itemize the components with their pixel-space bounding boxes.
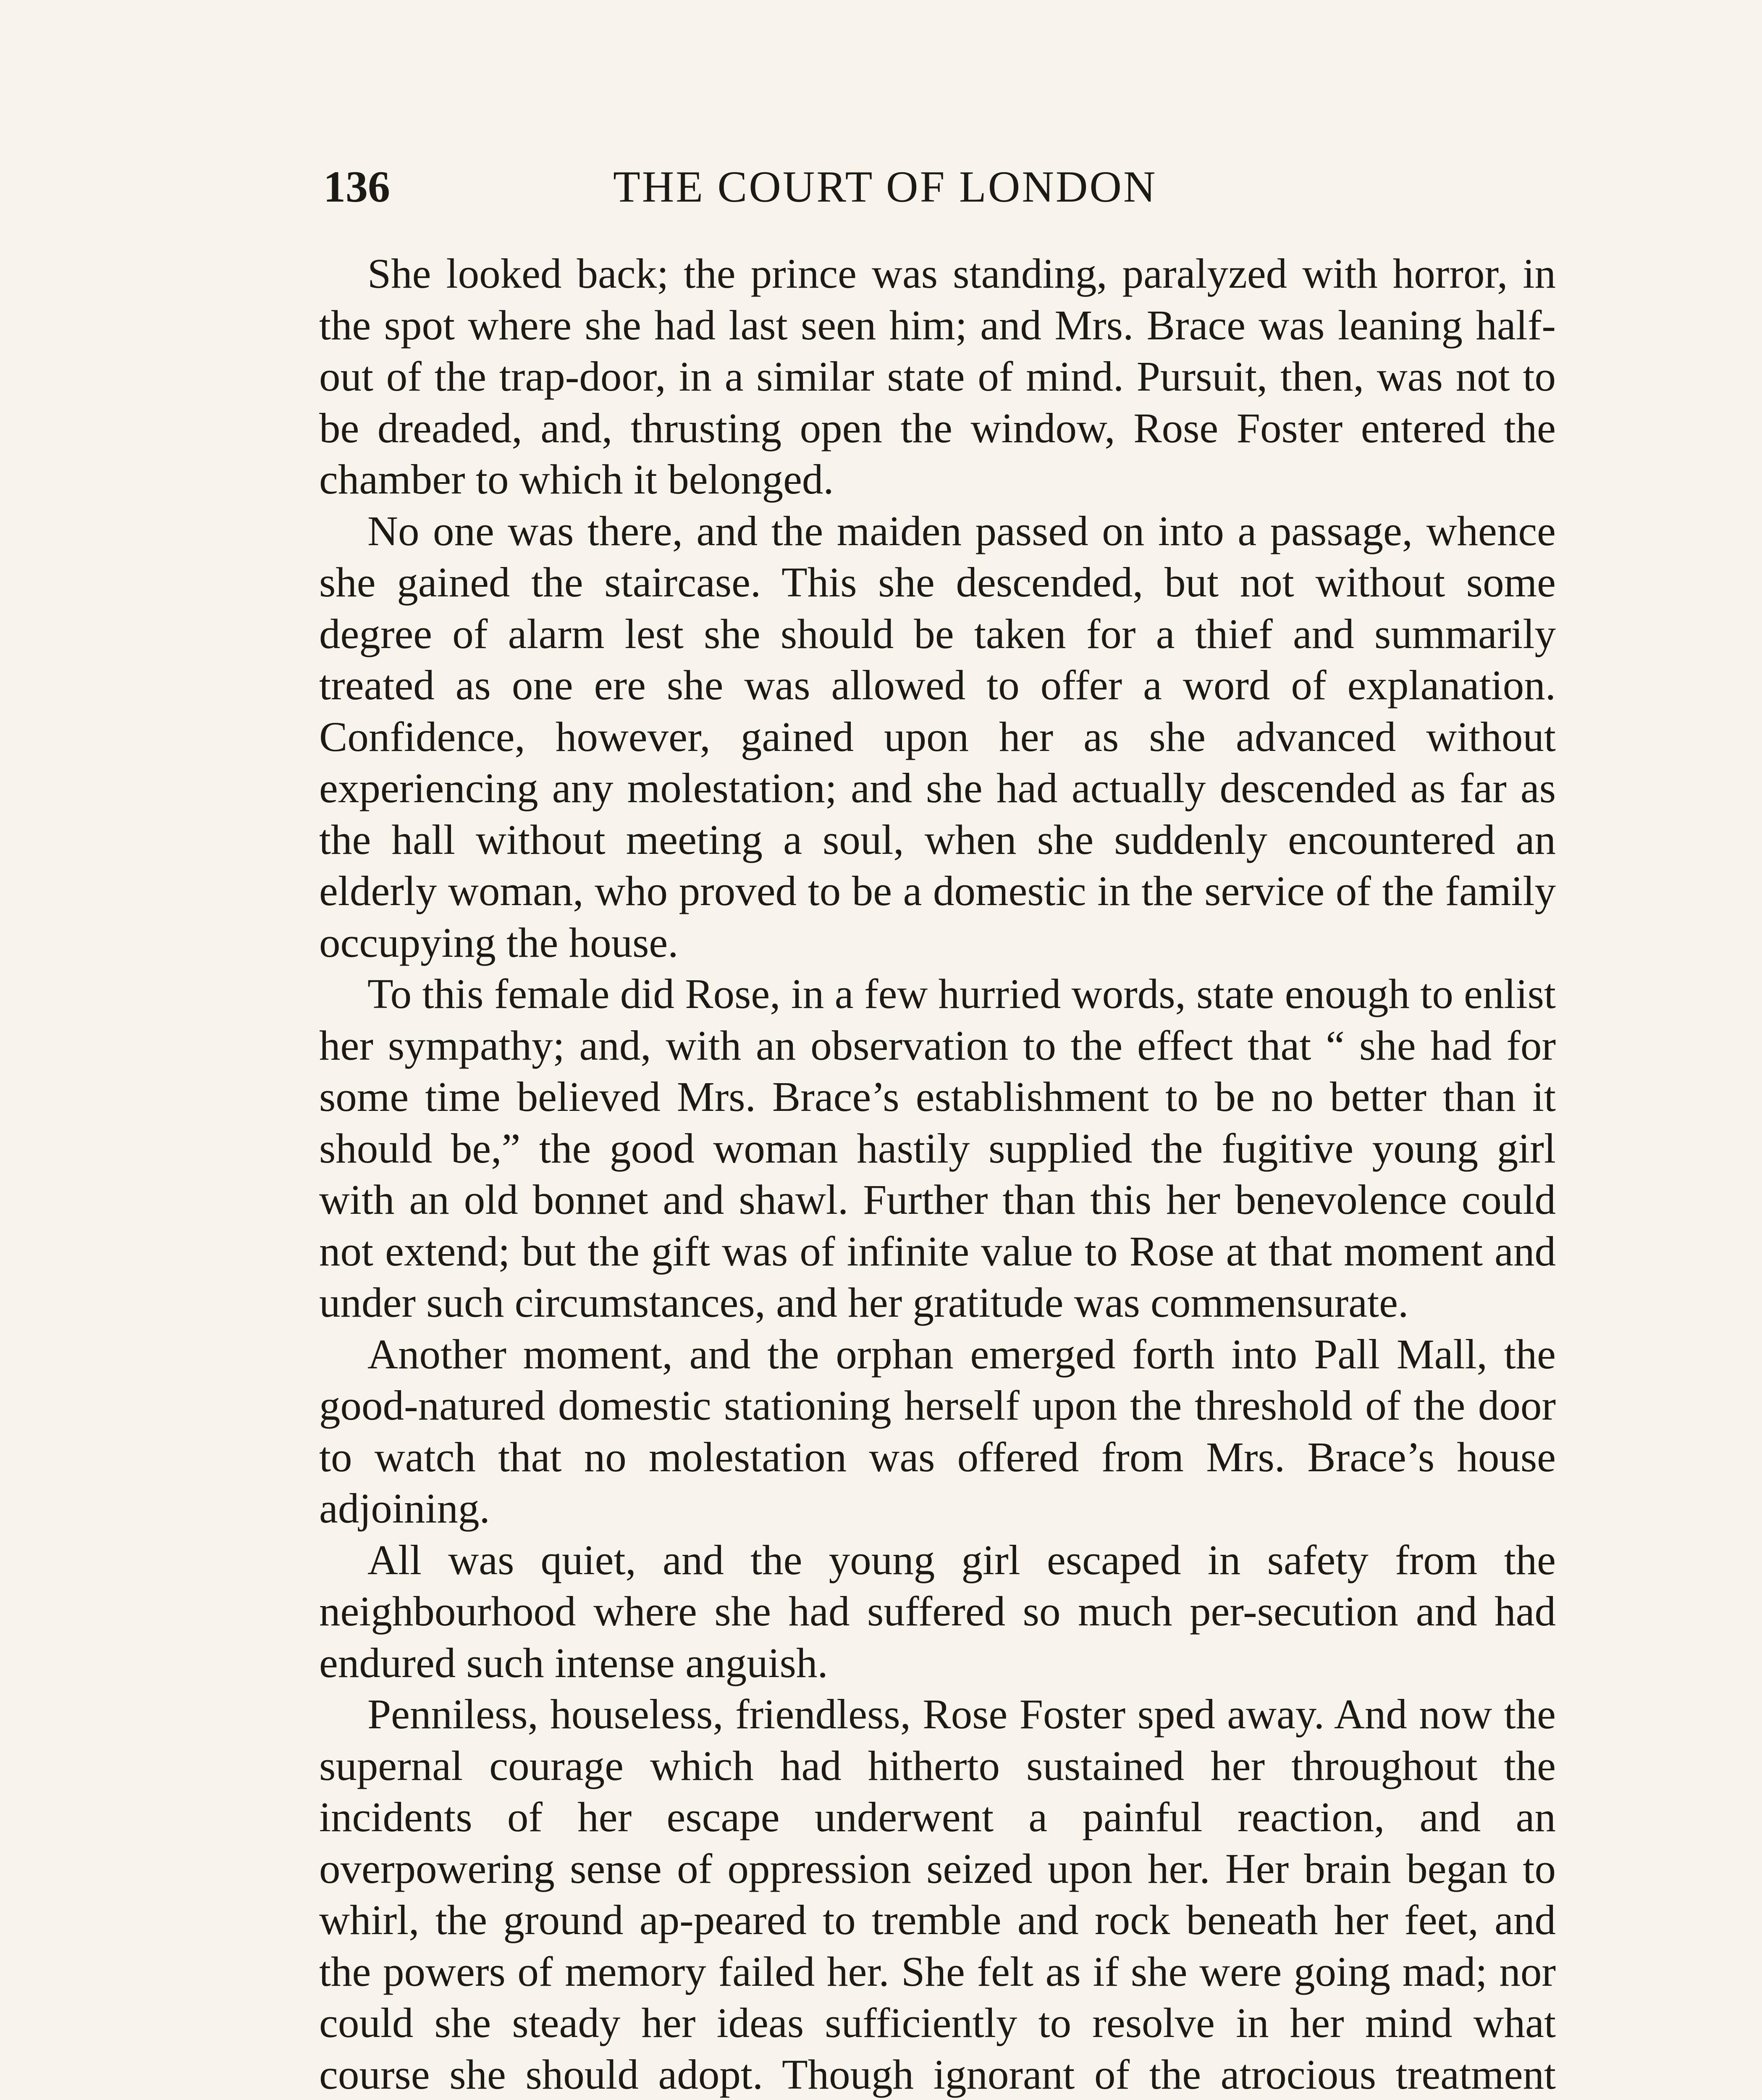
paragraph: No one was there, and the maiden passed on into a passage, whence she gained the staircase. This she descended, but not without some degree of alarm lest she should be taken for a thief and summarily treated as one ere she was allowed to offer a word of explanation. Confidence, however, gained upon her as she advanced without experiencing any molestation; and she had actually descended as far as the hall without meeting a soul, when she suddenly encountered an elderly woman, who proved to be a domestic in the service of the family occupying the house. [319,507,1556,966]
paragraph: All was quiet, and the young girl escaped in safety from the neighbourhood where she had suffered so much per-secution and had endured such intense anguish. [319,1536,1556,1686]
body-text [319,248,1556,2100]
paragraph: Penniless, houseless, friendless, Rose Foster sped away. And now the supernal courage which had hitherto sustained her throughout the incidents of her escape underwent a painful reaction, and an overpowering sense of oppression seized upon her. Her brain began to whirl, the ground ap-peared to tremble and rock beneath her feet, and the powers of memory failed her. She felt as if she were going mad; nor could she steady her ideas sufficiently to resolve in her mind what course she should adopt. Though ignorant of the atrocious treatment [319,1690,1556,2098]
page-number: 136 [323,162,390,211]
page-header [323,155,1281,218]
running-title: THE COURT OF LONDON [613,162,1157,211]
paragraph: She looked back; the prince was standing, paralyzed with horror, in the spot where she had last seen him; and Mrs. Brace was leaning half-out of the trap-door, in a similar state of mind. Pursuit, then, was not to be dreaded, and, thrusting open the window, Rose Foster entered the chamber to which it belonged. [319,250,1556,503]
paragraph: To this female did Rose, in a few hurried words, state enough to enlist her sympathy; and, with an observation to the effect that “ she had for some time believed Mrs. Brace’s establishment to be no better than it should be,” the good woman hastily supplied the fugitive young girl with an old bonnet and shawl. Further than this her benevolence could not extend; but the gift was of infinite value to Rose at that moment and under such circumstances, and her gratitude was commensurate. [319,970,1556,1326]
paragraph: Another moment, and the orphan emerged forth into Pall Mall, the good-natured domestic stationing herself upon the threshold of the door to watch that no molestation was offered from Mrs. Brace’s house adjoining. [319,1330,1556,1532]
